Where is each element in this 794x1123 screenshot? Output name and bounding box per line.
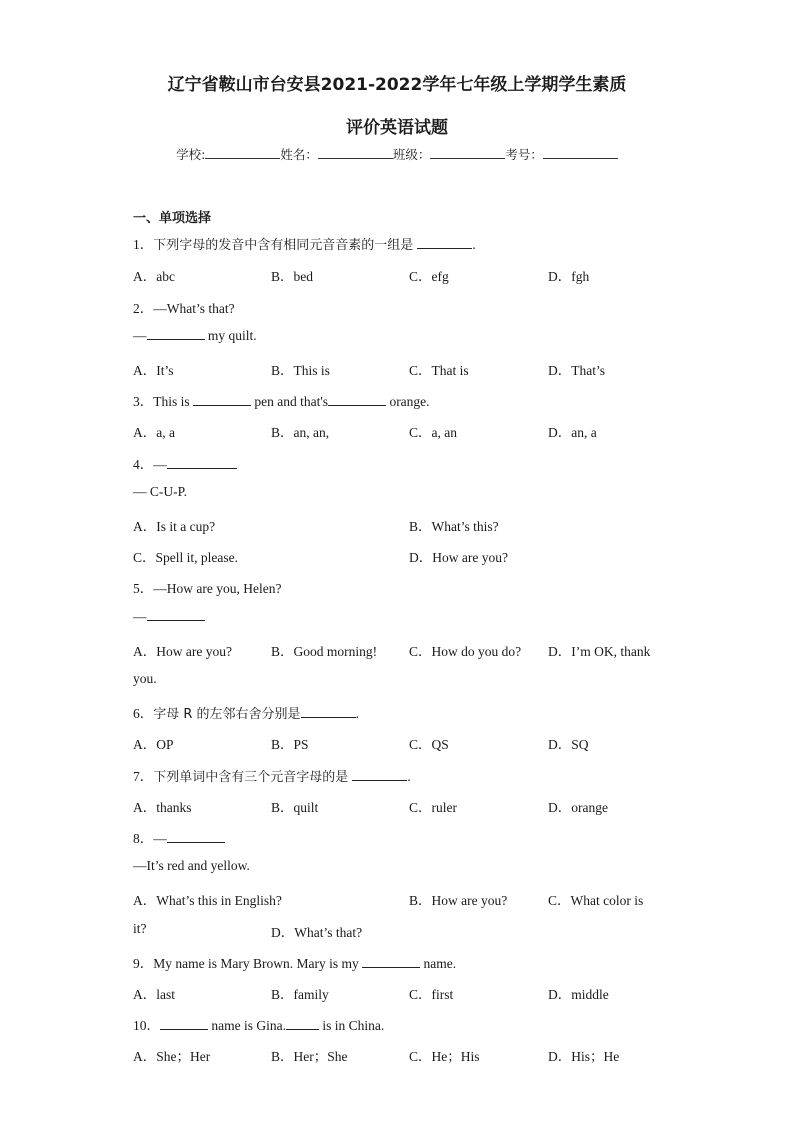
question-4: 4．— xyxy=(133,453,237,473)
answer-blank[interactable] xyxy=(362,956,420,968)
question-7: 7．下列单词中含有三个元音字母的是 . xyxy=(133,769,411,785)
option-c[interactable]: C．Spell it, please. xyxy=(133,550,238,565)
answer-blank[interactable] xyxy=(352,769,407,781)
school-blank[interactable] xyxy=(205,146,280,159)
option-a[interactable]: A．How are you? xyxy=(133,644,232,659)
option-a[interactable]: A．last xyxy=(133,987,175,1002)
option-c[interactable]: C．a, an xyxy=(409,425,457,440)
question-3: 3．This is pen and that's orange. xyxy=(133,394,430,409)
exam-number-blank[interactable] xyxy=(543,146,618,159)
option-d[interactable]: D．fgh xyxy=(548,269,590,284)
option-d[interactable]: D．an, a xyxy=(548,425,597,440)
option-b[interactable]: B．PS xyxy=(271,737,309,752)
school-label: 学校: xyxy=(176,147,206,162)
exam-title-line1: 辽宁省鞍山市台安县2021-2022学年七年级上学期学生素质 xyxy=(167,75,627,95)
question-5-line2: — xyxy=(133,609,205,625)
option-d[interactable]: D．How are you? xyxy=(409,550,508,565)
question-8: 8．— xyxy=(133,827,225,847)
answer-blank[interactable] xyxy=(160,1018,208,1030)
answer-blank[interactable] xyxy=(147,609,205,621)
name-blank[interactable] xyxy=(318,146,393,159)
answer-blank[interactable] xyxy=(167,457,237,469)
option-d[interactable]: D．That’s xyxy=(548,363,605,378)
question-8-line2: —It’s red and yellow. xyxy=(133,858,250,873)
question-5: 5．—How are you, Helen? xyxy=(133,581,282,596)
option-c-wrap: it? xyxy=(133,921,147,936)
option-d[interactable]: D．middle xyxy=(548,987,609,1002)
class-label: 班级： xyxy=(392,147,431,162)
option-a[interactable]: A．abc xyxy=(133,269,175,284)
answer-blank[interactable] xyxy=(286,1018,319,1030)
answer-blank[interactable] xyxy=(167,831,225,843)
option-a[interactable]: A．It’s xyxy=(133,363,174,378)
question-6: 6．字母 R 的左邻右舍分别是 . xyxy=(133,706,359,722)
option-a[interactable]: A．OP xyxy=(133,737,174,752)
option-c[interactable]: C．efg xyxy=(409,269,449,284)
option-c[interactable]: C．He；His xyxy=(409,1049,480,1064)
question-4-line2: — C-U-P. xyxy=(133,484,188,499)
option-b[interactable]: B．What’s this? xyxy=(409,519,499,534)
question-1: 1．下列字母的发音中含有相同元音音素的一组是 . xyxy=(133,237,476,253)
question-2: 2．—What’s that? xyxy=(133,301,235,316)
option-b[interactable]: B．How are you? xyxy=(409,893,508,908)
option-a[interactable]: A．a, a xyxy=(133,425,175,440)
option-b[interactable]: B．Good morning! xyxy=(271,644,378,659)
exam-title-line2: 评价英语试题 xyxy=(346,118,448,138)
option-a[interactable]: A．She；Her xyxy=(133,1049,211,1064)
option-b[interactable]: B．This is xyxy=(271,363,330,378)
option-c[interactable]: C．What color is xyxy=(548,893,644,908)
option-a[interactable]: A．thanks xyxy=(133,800,192,815)
answer-blank[interactable] xyxy=(417,237,472,249)
answer-blank[interactable] xyxy=(301,706,356,718)
option-b[interactable]: B．bed xyxy=(271,269,313,284)
section-title: 一、单项选择 xyxy=(133,211,212,226)
option-b[interactable]: B．quilt xyxy=(271,800,319,815)
option-a[interactable]: A．What’s this in English? xyxy=(133,893,282,908)
question-2-line2: — my quilt. xyxy=(133,328,257,343)
option-d-wrap: you. xyxy=(133,671,157,686)
option-c[interactable]: C．That is xyxy=(409,363,469,378)
name-label: 姓名： xyxy=(280,147,318,162)
option-c[interactable]: C．How do you do? xyxy=(409,644,522,659)
option-c[interactable]: C．ruler xyxy=(409,800,457,815)
answer-blank[interactable] xyxy=(147,328,205,340)
answer-blank[interactable] xyxy=(193,394,251,406)
option-d[interactable]: D．What’s that? xyxy=(271,925,363,940)
question-9: 9．My name is Mary Brown. Mary is my name. xyxy=(133,956,457,971)
option-b[interactable]: B．an, an, xyxy=(271,425,330,440)
option-d[interactable]: D．orange xyxy=(548,800,608,815)
option-c[interactable]: C．first xyxy=(409,987,454,1002)
option-d[interactable]: D．His；He xyxy=(548,1049,620,1064)
answer-blank[interactable] xyxy=(328,394,386,406)
option-b[interactable]: B．Her；She xyxy=(271,1049,348,1064)
option-a[interactable]: A．Is it a cup? xyxy=(133,519,216,534)
option-b[interactable]: B．family xyxy=(271,987,329,1002)
question-10: 10． name is Gina. is in China. xyxy=(133,1018,385,1033)
student-info-row xyxy=(0,145,794,163)
option-c[interactable]: C．QS xyxy=(409,737,449,752)
exam-number-label: 考号： xyxy=(505,147,543,162)
class-blank[interactable] xyxy=(430,146,505,159)
option-d[interactable]: D．SQ xyxy=(548,737,589,752)
option-d[interactable]: D．I’m OK, thank xyxy=(548,644,651,659)
